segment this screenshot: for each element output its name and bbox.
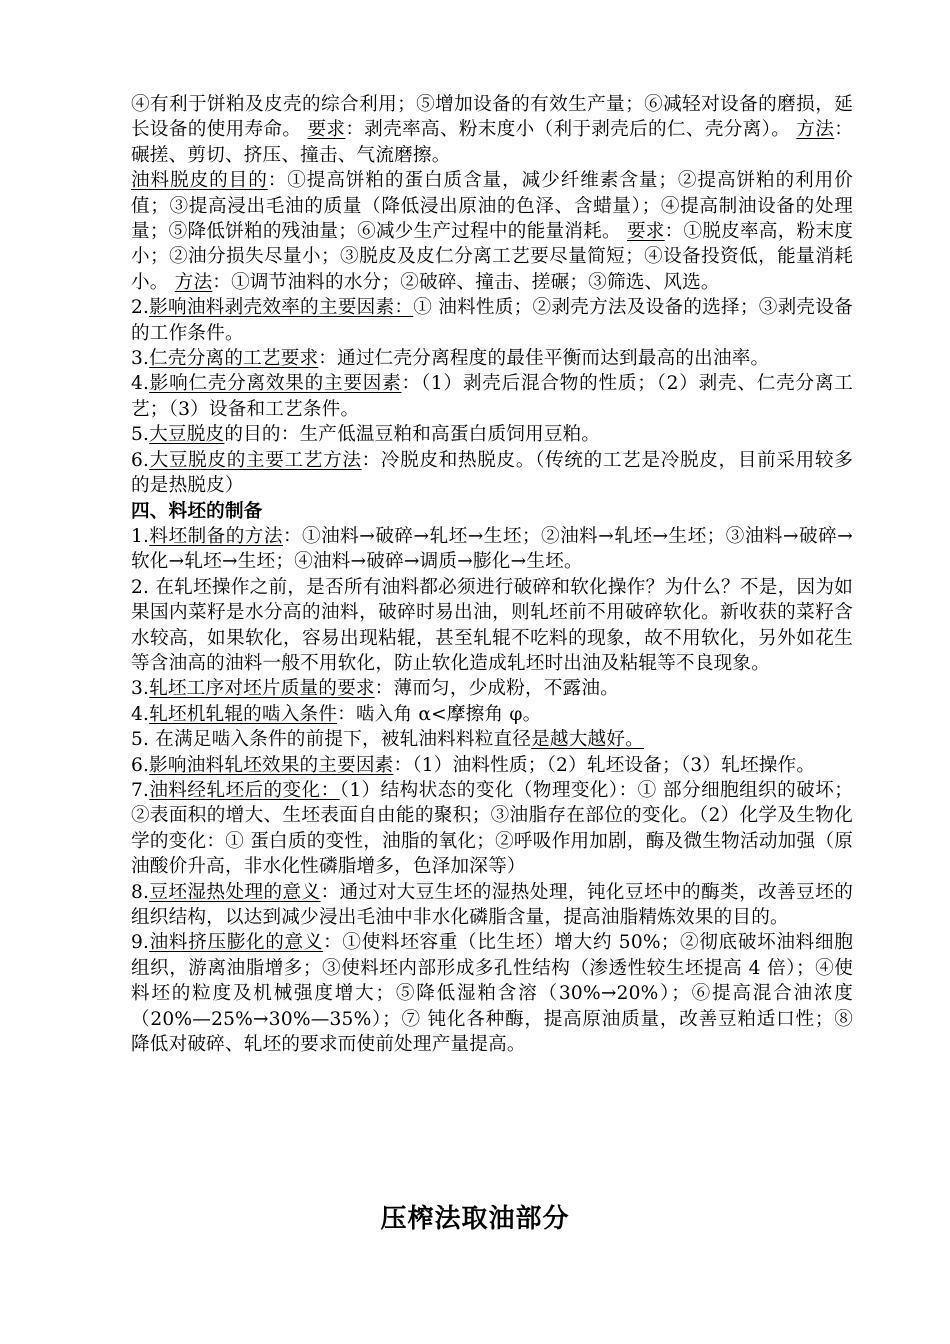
term-method: 方法 xyxy=(174,271,213,293)
paragraph-item-4: 4.影响仁壳分离效果的主要因素：（1）剥壳后混合物的性质；（2）剥壳、仁壳分离工艺；（3）设备和工艺条件。 xyxy=(131,373,853,420)
section-heading: 四、料坯的制备 xyxy=(131,500,263,522)
term: 大豆脱皮的主要工艺方法 xyxy=(149,449,362,471)
term-method: 方法 xyxy=(796,119,835,141)
paragraph-hulling-benefits: ④有利于饼粕及皮壳的综合利用；⑤增加设备的有效生产量；⑥减轻对设备的磨损，延长设备的使用寿命。 要求：剥壳率高、粉末度小（利于剥壳后的仁、壳分离）。 方法：碾搓、剪切、挤压、撞击、气流磨擦。 xyxy=(131,94,853,166)
paragraph-item-2: 2.影响油料剥壳效率的主要因素：① 油料性质；②剥壳方法及设备的选择；③剥壳设备的工作条件。 xyxy=(131,297,853,344)
term: 油料挤压膨化的意义 xyxy=(149,932,324,954)
paragraph-item-8: 8.豆坯湿热处理的意义：通过对大豆生坯的湿热处理，钝化豆坯中的酶类，改善豆坯的组织结构，以达到减少浸出毛油中非水化磷脂含量，提高油脂精炼效果的目的。 xyxy=(131,881,853,928)
term: 仁壳分离的工艺要求 xyxy=(149,348,319,370)
term: 影响仁壳分离效果的主要因素 xyxy=(149,373,402,395)
document-body xyxy=(131,92,853,1057)
term: 轧坯机轧辊的啮入条件 xyxy=(149,703,338,725)
term: 油料经轧坯后的变化： xyxy=(149,779,340,801)
term: 影响油料剥壳效率的主要因素： xyxy=(149,297,414,319)
term: 豆坯湿热处理的意义 xyxy=(149,881,321,903)
paragraph-item-5b: 5. 在满足啮入条件的前提下，被轧油料料粒直径是越大越好。 xyxy=(131,729,644,751)
term: 料坯制备的方法 xyxy=(149,525,283,547)
term-requirement: 要求 xyxy=(626,221,665,243)
paragraph-item-2-question: 2. 在轧坯操作之前，是否所有油料都必须进行破碎和软化操作？为什么？不是，因为如果国内菜籽是水分高的油料，破碎时易出油，则轧坯前不用破碎软化。新收获的菜籽含水较高，如果软化，容易出现粘辊，甚至轧辊不吃料的现象，故不用软化，另外如花生等含油高的油料一般不用软化，防止软化造成轧坯时出油及粘辊等不良现象。 xyxy=(131,576,853,674)
term: 是越大越好。 xyxy=(531,729,644,751)
term: 轧坯工序对坯片质量的要求 xyxy=(149,678,375,700)
paragraph-item-5: 5.大豆脱皮的目的：生产低温豆粕和高蛋白质饲用豆粕。 xyxy=(131,424,601,446)
term-requirement: 要求 xyxy=(307,119,346,141)
paragraph-item-9: 9.油料挤压膨化的意义：①使料坯容重（比生坯）增大约 50%；②彻底破坏油料细胞组织，游离油脂增多；③使料坯内部形成多孔性结构（渗透性较生坯提高 4 倍）；④使料坯的粒度及机械强度增大；⑤降低湿粕含溶（30%→20%）；⑥提高混合油浓度（20%—25%→30%—35%）；⑦ 钝化各种酶，提高原油质量，改善豆粕适口性；⑧降低对破碎、轧坯的要求而使前处理产量提高。 xyxy=(131,932,853,1056)
term: 大豆脱皮 xyxy=(149,424,225,446)
paragraph-item-1: 1.料坯制备的方法：①油料→破碎→轧坯→生坯；②油料→轧坯→生坯；③油料→破碎→软化→轧坯→生坯；④油料→破碎→调质→膨化→生坯。 xyxy=(131,525,853,573)
paragraph-item-3: 3.仁壳分离的工艺要求：通过仁壳分离程度的最佳平衡而达到最高的出油率。 xyxy=(131,348,770,370)
paragraph-item-3b: 3.轧坯工序对坯片质量的要求：薄而匀，少成粉，不露油。 xyxy=(131,678,619,700)
paragraph-item-6: 6.大豆脱皮的主要工艺方法：冷脱皮和热脱皮。（传统的工艺是冷脱皮，目前采用较多的是热脱皮） xyxy=(131,449,853,497)
term: 影响油料轧坯效果的主要因素 xyxy=(149,754,394,776)
paragraph-item-4b: 4.轧坯机轧辊的啮入条件：啮入角 α<摩擦角 φ。 xyxy=(131,703,542,725)
paragraph-item-7: 7.油料经轧坯后的变化：（1）结构状态的变化（物理变化）：① 部分细胞组织的破坏；②表面积的增大、生坯表面自由能的聚积；③油脂存在部位的变化。（2）化学及生物化学的变化：① 蛋白质的变性，油脂的氧化；②呼吸作用加剧，酶及微生物活动加强（原油酸价升高，非水化性磷脂增多，色泽加深等） xyxy=(131,779,853,878)
term-dehulling-purpose: 油料脱皮的目的 xyxy=(131,170,268,192)
section-title: 压榨法取油部分 xyxy=(380,1204,570,1234)
paragraph-dehulling-purpose: 油料脱皮的目的：①提高饼粕的蛋白质含量，减少纤维素含量；②提高饼粕的利用价值；③提高浸出毛油的质量（降低浸出原油的色泽、含蜡量）；④提高制油设备的处理量；⑤降低饼粕的残油量；⑥减少生产过程中的能量消耗。 要求：①脱皮率高，粉末度小；②油分损失尽量小；③脱皮及皮仁分离工艺要尽量简短；④设备投资低，能量消耗小。 方法：①调节油料的水分；②破碎、撞击、搓碾；③筛选、风选。 xyxy=(131,170,853,293)
paragraph-item-6b: 6.影响油料轧坯效果的主要因素：（1）油料性质；（2）轧坯设备；（3）轧坯操作。 xyxy=(131,754,816,776)
